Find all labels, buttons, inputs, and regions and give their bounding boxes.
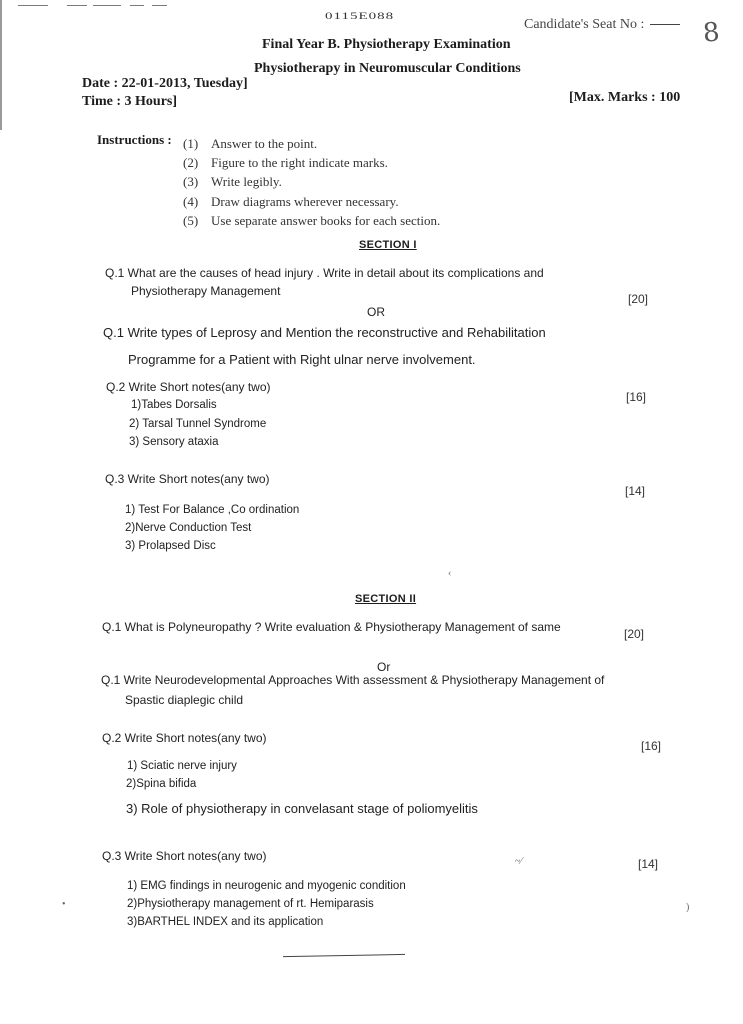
s1-or: OR [367, 305, 385, 319]
scan-edge-line [0, 0, 2, 130]
stray-mark: ) [686, 902, 690, 913]
s1-q2-item: 2) Tarsal Tunnel Syndrome [129, 418, 267, 430]
s2-q2-marks: [16] [641, 739, 662, 753]
s1-q1a-line2: Physiotherapy Management [131, 284, 281, 298]
paper-code: 0115E088 [325, 12, 395, 22]
stray-mark: ‹ [448, 568, 452, 579]
s1-q1b-line2: Programme for a Patient with Right ulnar nerve involvement. [128, 352, 476, 367]
end-of-paper-line [283, 954, 405, 957]
s2-q1-marks: [20] [624, 627, 645, 641]
s2-q3-item: 1) EMG findings in neurogenic and myogenic condition [127, 880, 406, 892]
s2-or: Or [377, 660, 391, 674]
s1-q1-marks: [20] [628, 292, 649, 306]
instruction-item: (2) Figure to the right indicate marks. [183, 155, 388, 170]
s1-q2: Q.2 Write Short notes(any two) [106, 380, 271, 394]
s1-q2-item: 3) Sensory ataxia [129, 436, 219, 448]
scan-dash [67, 5, 87, 6]
stray-dot: • [62, 899, 66, 910]
s2-q3-item: 3)BARTHEL INDEX and its application [127, 916, 324, 928]
s1-q3-item: 2)Nerve Conduction Test [125, 522, 252, 534]
s2-q2-item: 3) Role of physiotherapy in convelasant stage of poliomyelitis [126, 801, 478, 816]
s1-q3-item: 3) Prolapsed Disc [125, 540, 216, 552]
instruction-item: (5) Use separate answer books for each section. [183, 213, 441, 228]
s2-q2-item: 2)Spina bifida [126, 778, 197, 790]
scan-dash [93, 5, 121, 6]
scan-dash [152, 5, 167, 6]
stray-mark: ~⁄ [515, 856, 523, 867]
s1-q2-item: 1)Tabes Dorsalis [131, 399, 217, 411]
s2-q2: Q.2 Write Short notes(any two) [102, 731, 267, 745]
exam-title: Final Year B. Physiotherapy Examination [262, 37, 511, 52]
s1-q3-marks: [14] [625, 484, 646, 498]
handwritten-mark: 8 [701, 17, 721, 49]
section-1-title: SECTION I [359, 239, 417, 251]
seat-number-field [524, 17, 680, 33]
s1-q1a-line1: Q.1 What are the causes of head injury . Write in detail about its complications and [105, 266, 544, 280]
scan-dash [130, 5, 144, 6]
s1-q1b-line1: Q.1 Write types of Leprosy and Mention the reconstructive and Rehabilitation [103, 325, 546, 340]
s2-q1b-line2: Spastic diaplegic child [125, 693, 244, 707]
s2-q3-item: 2)Physiotherapy management of rt. Hemiparasis [127, 898, 374, 910]
section-2-title: SECTION II [355, 593, 417, 605]
seat-blank [650, 24, 680, 25]
s2-q1b-line1: Q.1 Write Neurodevelopmental Approaches With assessment & Physiotherapy Management of [101, 673, 605, 687]
s1-q2-marks: [16] [626, 390, 647, 404]
subject-title: Physiotherapy in Neuromuscular Conditions [254, 61, 521, 76]
s2-q2-item: 1) Sciatic nerve injury [127, 760, 237, 772]
instruction-item: (4) Draw diagrams wherever necessary. [183, 194, 399, 209]
seat-label: Candidate's Seat No : [524, 17, 645, 32]
exam-time: Time : 3 Hours] [82, 94, 178, 109]
instruction-item: (3) Write legibly. [183, 174, 282, 189]
scan-dash [18, 5, 48, 6]
s2-q3-marks: [14] [638, 857, 659, 871]
s2-q3: Q.3 Write Short notes(any two) [102, 849, 267, 863]
exam-date: Date : 22-01-2013, Tuesday] [82, 76, 248, 91]
s1-q3-item: 1) Test For Balance ,Co ordination [125, 504, 300, 516]
instructions-label: Instructions : [97, 132, 172, 147]
instruction-item: (1) Answer to the point. [183, 136, 318, 151]
s2-q1a: Q.1 What is Polyneuropathy ? Write evaluation & Physiotherapy Management of same [102, 620, 561, 634]
max-marks: [Max. Marks : 100 [569, 90, 681, 105]
s1-q3: Q.3 Write Short notes(any two) [105, 472, 270, 486]
